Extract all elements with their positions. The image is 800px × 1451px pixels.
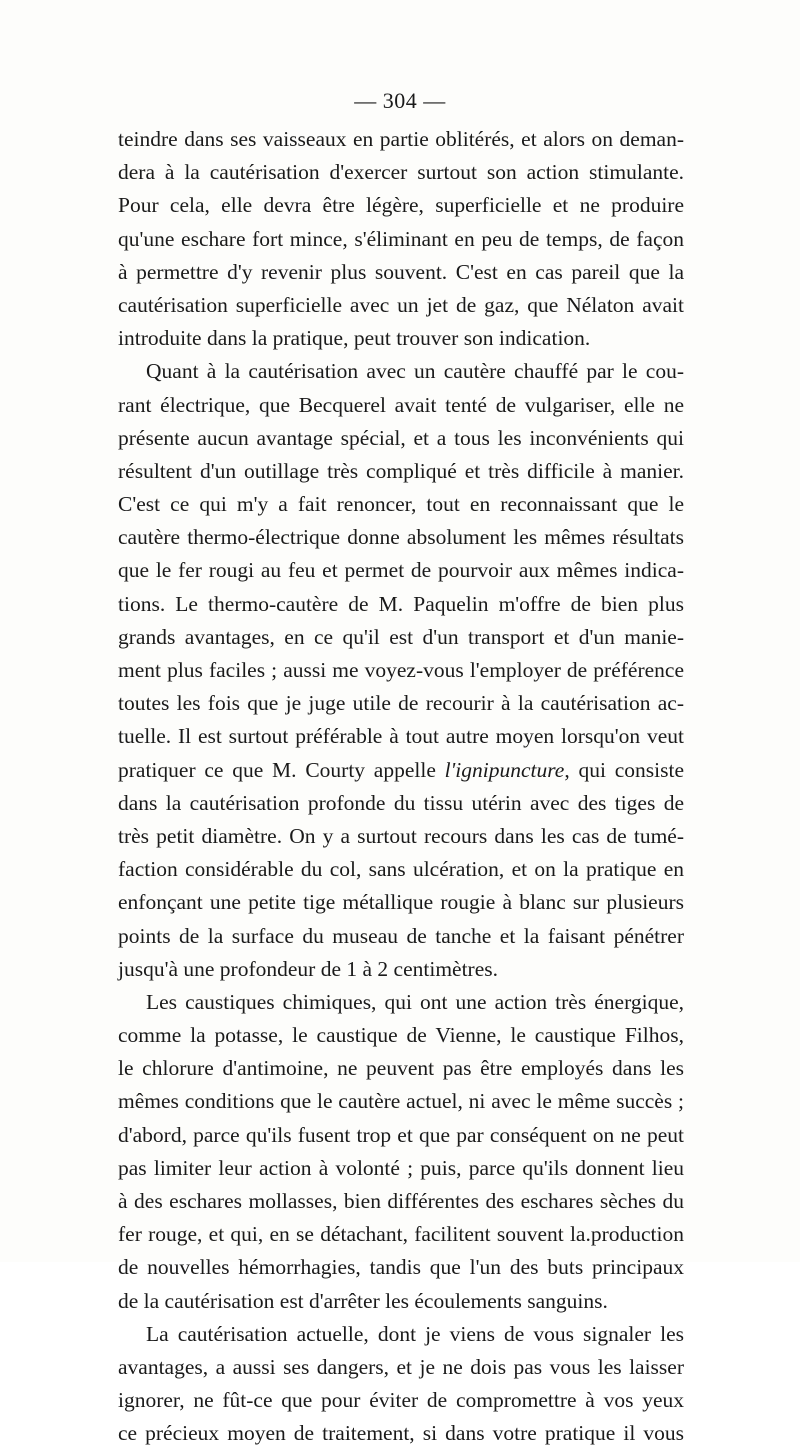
text-line xyxy=(118,554,684,587)
text-line xyxy=(118,488,684,521)
text-line xyxy=(118,422,684,455)
text-line xyxy=(118,886,684,919)
line-text: à des eschares mollasses, bien différentes des eschares sèches du xyxy=(118,1189,684,1213)
text-line xyxy=(118,787,684,820)
body-text xyxy=(118,123,684,1451)
text-line xyxy=(118,687,684,720)
text-line xyxy=(118,1085,684,1118)
line-text: de la cautérisation est d'arrêter les écoulements sanguins. xyxy=(118,1288,608,1313)
line-text: Quant à la cautérisation avec un cautère chauffé par le cou- xyxy=(146,359,684,384)
line-text: Les caustiques chimiques, qui ont une action très énergique, xyxy=(146,989,684,1014)
text-line xyxy=(118,223,684,256)
line-text: de nouvelles hémorrhagies, tandis que l'un des buts principaux xyxy=(118,1255,684,1280)
text-line xyxy=(118,355,684,388)
text-line xyxy=(118,1152,684,1185)
line-text: ignorer, ne fût-ce que pour éviter de compromettre à vos yeux xyxy=(118,1388,684,1413)
text-line xyxy=(118,820,684,853)
line-text: ce précieux moyen de traitement, si dans votre pratique il vous xyxy=(118,1421,684,1446)
line-text: cautérisation superficielle avec un jet de gaz, que Nélaton avait xyxy=(118,292,684,317)
text-line xyxy=(118,621,684,654)
line-text: enfonçant une petite tige métallique rougie à blanc sur plusieurs xyxy=(118,890,684,915)
line-text: , qui consiste xyxy=(564,757,684,782)
text-line xyxy=(118,1285,684,1318)
text-line xyxy=(118,1417,684,1450)
text-line xyxy=(118,123,684,156)
text-line xyxy=(118,920,684,953)
line-text: C'est ce qui m'y a fait renoncer, tout en reconnaissant que le xyxy=(118,492,684,517)
line-text: très petit diamètre. On y a surtout recours dans les cas de tumé- xyxy=(118,823,684,848)
line-text: ment plus faciles ; aussi me voyez-vous l'employer de préférence xyxy=(118,658,684,682)
text-line xyxy=(118,1185,684,1218)
line-text: Pour cela, elle devra être légère, superficielle et ne produire xyxy=(118,193,684,218)
line-text: pratiquer ce que M. Courty appelle xyxy=(118,757,445,782)
text-line xyxy=(118,455,684,488)
text-line xyxy=(118,853,684,886)
italic-term: l'ignipuncture xyxy=(444,757,565,782)
line-text: points de la surface du museau de tanche et la faisant pénétrer xyxy=(118,923,684,948)
line-text: à permettre d'y revenir plus souvent. C'est en cas pareil que la xyxy=(118,259,684,284)
text-line xyxy=(118,1384,684,1417)
text-line xyxy=(118,1351,684,1384)
text-line xyxy=(118,156,684,189)
text-line xyxy=(118,720,684,753)
text-line xyxy=(118,654,684,687)
line-text: mêmes conditions que le cautère actuel, ni avec le même succès ; xyxy=(118,1089,684,1114)
text-line xyxy=(118,1019,684,1052)
text-line xyxy=(118,1251,684,1284)
text-line xyxy=(118,1318,684,1351)
text-line xyxy=(118,1119,684,1152)
line-text: pas limiter leur action à volonté ; puis, parce qu'ils donnent lieu xyxy=(118,1155,684,1180)
text-line xyxy=(118,289,684,322)
line-text: toutes les fois que je juge utile de recourir à la cautérisation ac- xyxy=(118,691,684,716)
line-text: jusqu'à une profondeur de 1 à 2 centimètres. xyxy=(118,956,498,981)
line-text: teindre dans ses vaisseaux en partie oblitérés, et alors on deman- xyxy=(118,127,684,151)
line-text: rant électrique, que Becquerel avait tenté de vulgariser, elle ne xyxy=(118,392,684,417)
line-text: que le fer rougi au feu et permet de pourvoir aux mêmes indica- xyxy=(118,558,684,583)
line-text: présente aucun avantage spécial, et a tous les inconvénients qui xyxy=(118,425,684,450)
text-line xyxy=(118,256,684,289)
page-number: — 304 — xyxy=(354,88,446,113)
text-line xyxy=(118,322,684,355)
line-text: qu'une eschare fort mince, s'éliminant en peu de temps, de façon xyxy=(118,226,684,251)
line-text: comme la potasse, le caustique de Vienne, le caustique Filhos, xyxy=(118,1023,684,1048)
text-line xyxy=(118,986,684,1019)
line-text: tions. Le thermo-cautère de M. Paquelin m'offre de bien plus xyxy=(118,591,684,616)
line-text: La cautérisation actuelle, dont je viens de vous signaler les xyxy=(146,1321,684,1346)
text-line xyxy=(118,389,684,422)
text-line xyxy=(118,1052,684,1085)
text-line xyxy=(118,588,684,621)
text-line xyxy=(118,953,684,986)
line-text: grands avantages, en ce qu'il est d'un transport et d'un manie- xyxy=(118,624,684,649)
text-line xyxy=(118,754,684,787)
text-line xyxy=(118,1218,684,1251)
line-text: cautère thermo-électrique donne absolument les mêmes résultats xyxy=(118,525,684,550)
line-text: fer rouge, et qui, en se détachant, facilitent souvent la.production xyxy=(118,1222,684,1247)
line-text: d'abord, parce qu'ils fusent trop et que par conséquent on ne peut xyxy=(118,1122,684,1147)
text-line xyxy=(118,521,684,554)
line-text: introduite dans la pratique, peut trouver son indication. xyxy=(118,326,591,351)
line-text: résultent d'un outillage très compliqué et très difficile à manier. xyxy=(118,458,684,483)
line-text: tuelle. Il est surtout préférable à tout autre moyen lorsqu'on veut xyxy=(118,724,684,749)
line-text: avantages, a aussi ses dangers, et je ne dois pas vous les laisser xyxy=(118,1354,684,1379)
line-text: faction considérable du col, sans ulcération, et on la pratique en xyxy=(118,857,684,882)
line-text: dans la cautérisation profonde du tissu utérin avec des tiges de xyxy=(118,790,684,815)
line-text: dera à la cautérisation d'exercer surtout son action stimulante. xyxy=(118,160,684,185)
line-text: le chlorure d'antimoine, ne peuvent pas être employés dans les xyxy=(118,1056,684,1081)
text-line xyxy=(118,189,684,222)
